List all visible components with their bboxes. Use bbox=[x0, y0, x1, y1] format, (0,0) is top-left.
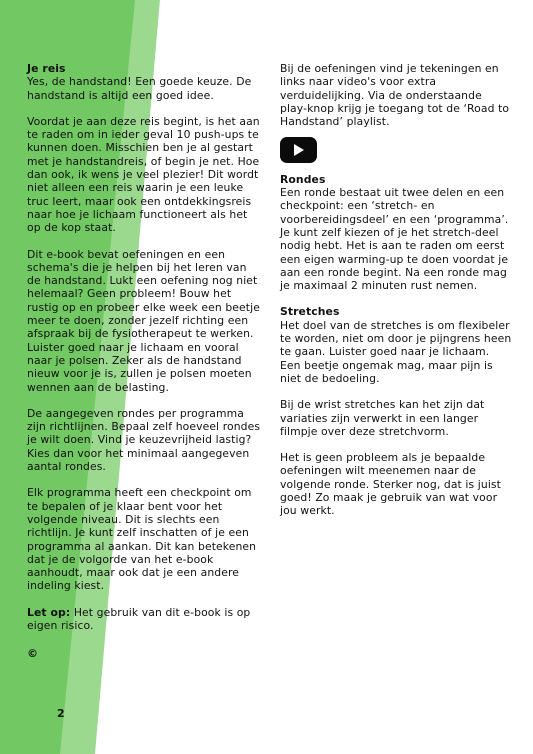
stretches-text: Het doel van de stretches is om flexibeler te worden, niet om door je pijngrens heen te gaan. Luister goed naar je lichaam. Een beetje ongemak mag, maar pijn is niet de bedoeling. bbox=[280, 318, 512, 385]
let-op-text: Het gebruik van dit e-book is op eigen risico. bbox=[27, 605, 251, 632]
heading-je-reis: Je reis bbox=[27, 62, 66, 75]
let-op-label: Let op: bbox=[27, 605, 71, 619]
heading-rondes: Rondes bbox=[280, 172, 326, 186]
left-column bbox=[27, 62, 263, 645]
paragraph-volgende-ronde: Het is geen probleem als je bepaalde oefeningen wilt meenemen naar de volgende ronde. Sterker nog, dat is juist goed! Zo maak je gebruik van wat voor jou werkt. bbox=[280, 451, 501, 518]
page-number: 2 bbox=[57, 707, 65, 720]
youtube-play-button[interactable] bbox=[280, 137, 317, 163]
section-rondes bbox=[280, 173, 512, 293]
heading-stretches: Stretches bbox=[280, 305, 340, 319]
right-column bbox=[280, 62, 512, 531]
section-stretches bbox=[280, 305, 512, 385]
youtube-play-icon bbox=[294, 144, 304, 156]
paragraph-video-intro: Bij de oefeningen vind je tekeningen en links naar video's voor extra verduidelijking. Via de onderstaande play-knop krijg je toegang tot de ‘Road to Handstand’ playlist. bbox=[280, 62, 510, 129]
paragraph-rondes-richtlijnen: De aangegeven rondes per programma zijn richtlijnen. Bepaal zelf hoeveel rondes je wilt doen. Vind je keuzevrijheid lastig? Kies dan voor het minimaal aangegeven aantal rondes. bbox=[27, 406, 261, 474]
copyright-symbol: © bbox=[27, 647, 38, 660]
paragraph-checkpoint: Elk programma heeft een checkpoint om te bepalen of je klaar bent voor het volgende niveau. Dit is slechts een richtlijn. Je kunt zelf inschatten of je een programma al aankan. Dit kan betekenen dat je de volgorde van het e-book aanhoudt, maar ook dat je een andere indeling kiest. bbox=[27, 486, 257, 593]
paragraph-e-book: Dit e-book bevat oefeningen en een schema's die je helpen bij het leren van de handstand. Lukt een oefening nog niet helemaal? Geen probleem! Bouw het rustig op en probeer elke week een beetje meer te doen, zonder jezelf richting een afspraak bij de fysiotherapeut te werken. Luister goed naar je lichaam en vooral naar je polsen. Zeker als de handstand nieuw voor je is, zullen je polsen moeten wennen aan de belasting. bbox=[27, 247, 260, 394]
je-reis-text: Yes, de handstand! Een goede keuze. De handstand is altijd een goed idee. bbox=[27, 75, 252, 102]
rondes-text: Een ronde bestaat uit twee delen en een checkpoint: een ‘stretch- en voorbereidingsdeel’ en een ‘programma’. Je kunt zelf kiezen of je het stretch-deel nodig hebt. Het is aan te raden om eerst een eigen warming-up te doen voordat je aan een ronde begint. Na een ronde mag je maximaal 2 minuten rust nemen. bbox=[280, 186, 509, 293]
paragraph-push-ups: Voordat je aan deze reis begint, is het aan te raden om in ieder geval 10 push-ups te kunnen doen. Misschien ben je al gestart met je handstandreis, of begin je net. Hoe dan ook, ik wens je veel plezier! Dit wordt niet alleen een reis waarin je een leuke truc leert, maar ook een ontdekkingsreis naar hoe je lichaam functioneert als het op de kop staat. bbox=[27, 114, 260, 235]
section-je-reis bbox=[27, 62, 263, 102]
paragraph-wrist-stretches: Bij de wrist stretches kan het zijn dat variaties zijn verwerkt in een langer filmpje over deze stretchvorm. bbox=[280, 398, 485, 438]
paragraph-let-op bbox=[27, 606, 263, 633]
